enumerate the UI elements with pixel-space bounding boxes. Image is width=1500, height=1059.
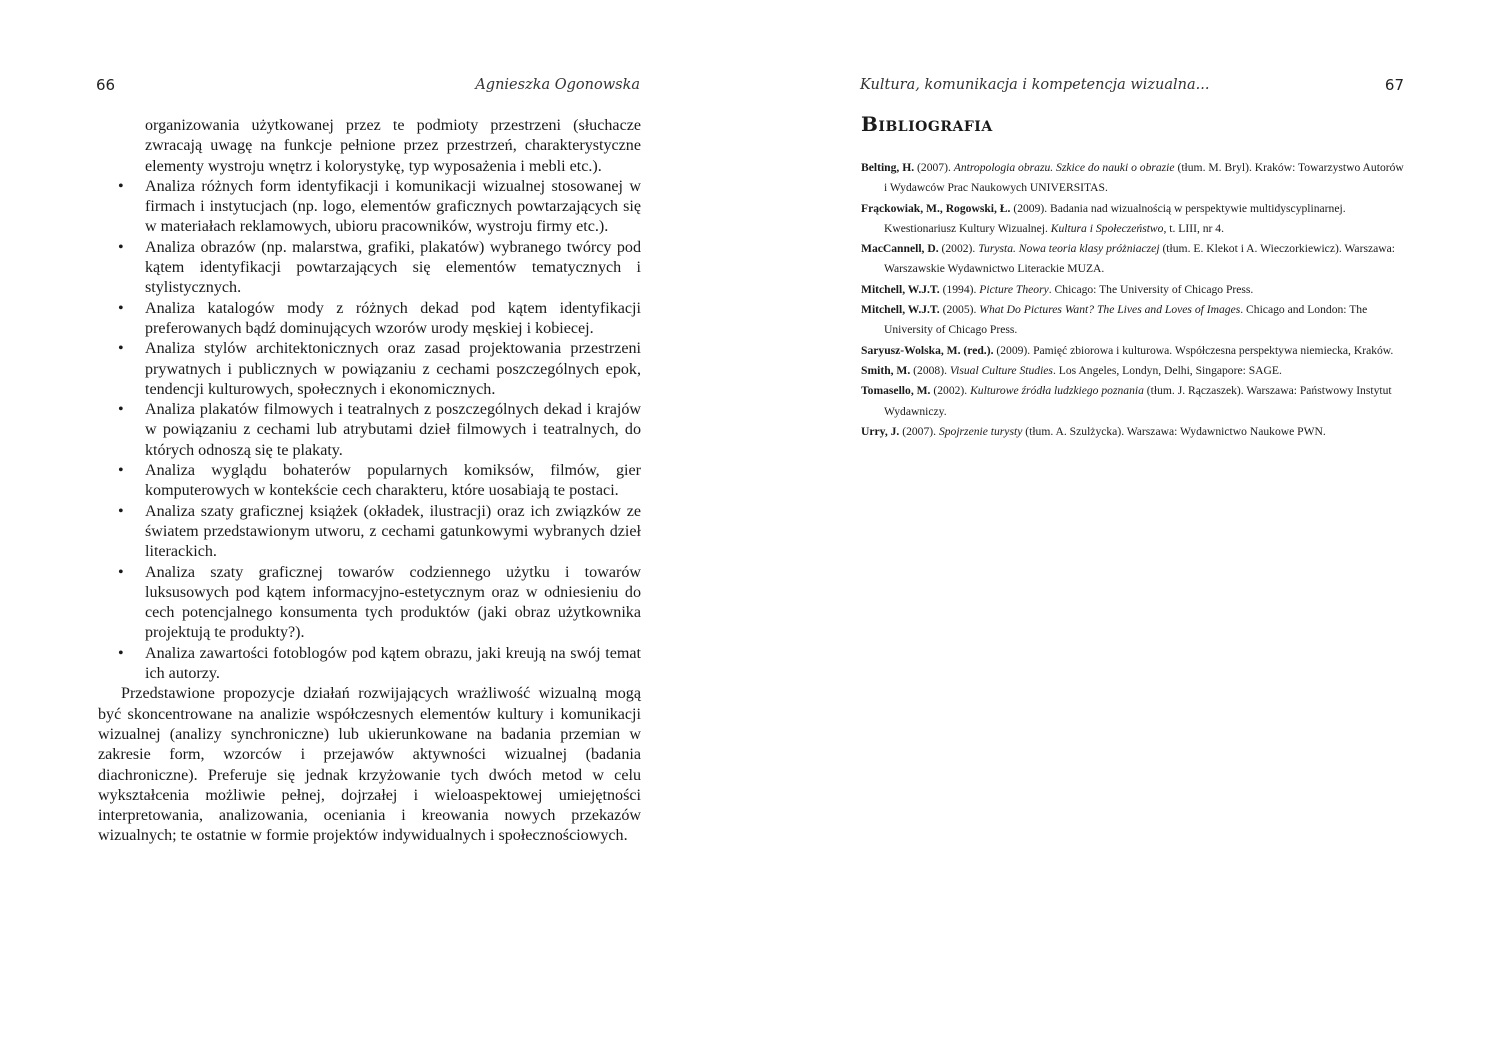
list-item-text: Analiza zawartości fotoblogów pod kątem obrazu, jaki kreują na swój temat ich autorzy.	[145, 644, 641, 683]
entry-text: . Chicago: The University of Chicago Press.	[1048, 282, 1254, 296]
bullet-icon: •	[118, 299, 124, 317]
bullet-icon: •	[118, 340, 124, 358]
entry-author: Smith, M.	[861, 363, 911, 377]
right-page	[750, 0, 1500, 1059]
entry-text: (2007).	[914, 161, 954, 174]
list-item	[98, 563, 641, 644]
bibliography-heading: Bibliografia	[861, 112, 993, 136]
entry-title: Visual Culture Studies	[949, 363, 1053, 377]
bibliography-entry	[861, 158, 1406, 199]
bullet-icon: •	[118, 644, 124, 662]
list-item-text: Analiza stylów architektonicznych oraz zasad projektowania przestrzeni prywatnych i publicznych w powiązaniu z cechami poszczególnych epok, tendencji kulturowych, społecznych i ekonomicznych.	[145, 340, 641, 398]
list-item-text: Analiza szaty graficznej towarów codziennego użytku i towarów luksusowych pod kątem informacyjno-estetycznym oraz w odniesieniu do cech potencjalnego konsumenta tych produktów (jaki obraz użytkownika projektują te produkty?).	[145, 563, 641, 642]
list-item	[98, 644, 641, 685]
bibliography-entry	[861, 381, 1406, 422]
list-item-text: Analiza wyglądu bohaterów popularnych komiksów, filmów, gier komputerowych w kontekście cech charakteru, które uosabiają te postaci.	[145, 462, 641, 500]
list-item	[98, 400, 641, 461]
bullet-icon: •	[118, 462, 124, 480]
bibliography-entry	[861, 361, 1406, 381]
entry-author: Frąckowiak, M., Rogowski, Ł.	[861, 201, 1011, 215]
bibliography-entry	[861, 300, 1406, 341]
entry-text: (tłum. E. Klekot i A. Wieczorkiewicz). Warszawa: Warszawskie Wydawnictwo Literackie MUZA.	[884, 242, 1395, 276]
bullet-icon: •	[118, 238, 124, 256]
entry-text: (tłum. M. Bryl). Kraków: Towarzystwo Autorów i Wydawców Prac Naukowych UNIVERSITAS.	[884, 161, 1404, 195]
entry-text: (1994).	[939, 282, 980, 296]
list-item	[98, 177, 641, 238]
entry-author: Saryusz-Wolska, M. (red.).	[861, 343, 994, 357]
entry-author: Mitchell, W.J.T.	[861, 303, 940, 317]
running-head-right: Kultura, komunikacja i kompetencja wizualna...	[860, 77, 1210, 93]
entry-title: Kultura i Społeczeństwo	[1050, 221, 1164, 235]
bibliography-entry	[861, 422, 1406, 442]
bullet-icon: •	[118, 177, 124, 195]
bullet-list	[98, 177, 641, 684]
entry-author: Urry, J.	[861, 424, 900, 438]
entry-author: Tomasello, M.	[861, 384, 931, 398]
page-number-left: 66	[96, 76, 116, 94]
entry-text: (2002).	[930, 384, 971, 398]
entry-author: Belting, H.	[861, 161, 915, 174]
entry-text: (2009). Badania nad wizualnością w perspektywie multidyscyplinarnej. Kwestionariusz Kultury Wizualnej.	[884, 201, 1346, 235]
page-number-right: 67	[1384, 76, 1404, 94]
body-text	[98, 116, 641, 847]
list-item	[98, 238, 641, 299]
entry-title: Picture Theory	[979, 282, 1049, 296]
entry-author: MacCannell, D.	[861, 242, 939, 256]
bibliography-entry	[861, 199, 1406, 240]
list-item-text: Analiza plakatów filmowych i teatralnych z poszczególnych dekad i krajów w powiązaniu z cechami lub atrybutami dzieł filmowych i teatralnych, do których odnoszą się te plakaty.	[145, 401, 641, 459]
bullet-icon: •	[118, 502, 124, 520]
entry-author: Mitchell, W.J.T.	[861, 282, 940, 296]
entry-text: (2008).	[910, 363, 950, 377]
bullet-icon: •	[118, 401, 124, 419]
entry-text: (tłum. A. Szulżycka). Warszawa: Wydawnictwo Naukowe PWN.	[1022, 424, 1326, 438]
entry-title: Kulturowe źródła ludzkiego poznania	[970, 384, 1144, 398]
bibliography-list	[861, 158, 1406, 442]
entry-title: What Do Pictures Want? The Lives and Loves of Images	[979, 303, 1241, 317]
list-item	[98, 461, 641, 502]
list-item	[98, 299, 641, 340]
entry-title: Spojrzenie turysty	[938, 424, 1023, 438]
bibliography-entry	[861, 239, 1406, 280]
lead-text: organizowania użytkowanej przez te podmioty przestrzeni (słuchacze zwracają uwagę na funkcje pełnione przez przestrzeń, charakterystyczne elementy wystroju wnętrz i kolorystykę, typ wyposażenia i mebli etc.).	[145, 117, 641, 175]
bullet-icon: •	[118, 563, 124, 581]
entry-text: . Los Angeles, Londyn, Delhi, Singapore: SAGE.	[1052, 363, 1282, 377]
entry-text: (2007).	[899, 424, 939, 438]
entry-title: Antropologia obrazu. Szkice do nauki o obrazie	[953, 161, 1175, 174]
list-item	[98, 339, 641, 400]
entry-text: . Chicago and London: The University of Chicago Press.	[884, 303, 1368, 337]
entry-text: , t. LIII, nr 4.	[1163, 221, 1224, 235]
entry-text: (2005).	[939, 303, 980, 317]
closing-paragraph: Przedstawione propozycje działań rozwijających wrażliwość wizualną mogą być skoncentrowane na analizie współczesnych elementów kultury i komunikacji wizualnej (analizy synchroniczne) lub ukierunkowane na badania przemian w zakresie form, wzorców i przejawów aktywności wizualnej (badania diachroniczne). Preferuje się jednak krzyżowanie tych dwóch metod w celu wykształcenia możliwie pełnej, dojrzałej i wieloaspektowej umiejętności interpretowania, analizowania, oceniania i kreowania nowych przekazów wizualnych; te ostatnie w formie projektów indywidualnych i społecznościowych.	[98, 685, 641, 845]
entry-text: (tłum. J. Rączaszek). Warszawa: Państwowy Instytut Wydawniczy.	[884, 384, 1392, 418]
bibliography-entry	[861, 280, 1406, 300]
list-item	[98, 502, 641, 563]
entry-text: (2009). Pamięć zbiorowa i kulturowa. Współczesna perspektywa niemiecka, Kraków.	[993, 343, 1394, 357]
list-item-text: Analiza szaty graficznej książek (okładek, ilustracji) oraz ich związków ze światem przedstawionym utworu, z cechami gatunkowymi wybranych dzieł literackich.	[145, 502, 641, 561]
entry-title: Turysta. Nowa teoria klasy próżniaczej	[978, 242, 1160, 256]
entry-text: (2002).	[938, 242, 979, 256]
list-item-text: Analiza obrazów (np. malarstwa, grafiki, plakatów) wybranego twórcy pod kątem identyfikacji powtarzających się elementów tematycznych i stylistycznych.	[145, 238, 641, 297]
running-head-left: Agnieszka Ogonowska	[475, 77, 640, 93]
list-item-text: Analiza różnych form identyfikacji i komunikacji wizualnej stosowanej w firmach i instytucjach (np. logo, elementów graficznych powtarzających się w materiałach reklamowych, ubioru pracowników, wystroju firmy etc.).	[145, 177, 641, 236]
bibliography-entry	[861, 341, 1406, 361]
list-item-text: Analiza katalogów mody z różnych dekad pod kątem identyfikacji preferowanych bądź dominujących wzorów urody męskiej i kobiecej.	[145, 299, 641, 337]
